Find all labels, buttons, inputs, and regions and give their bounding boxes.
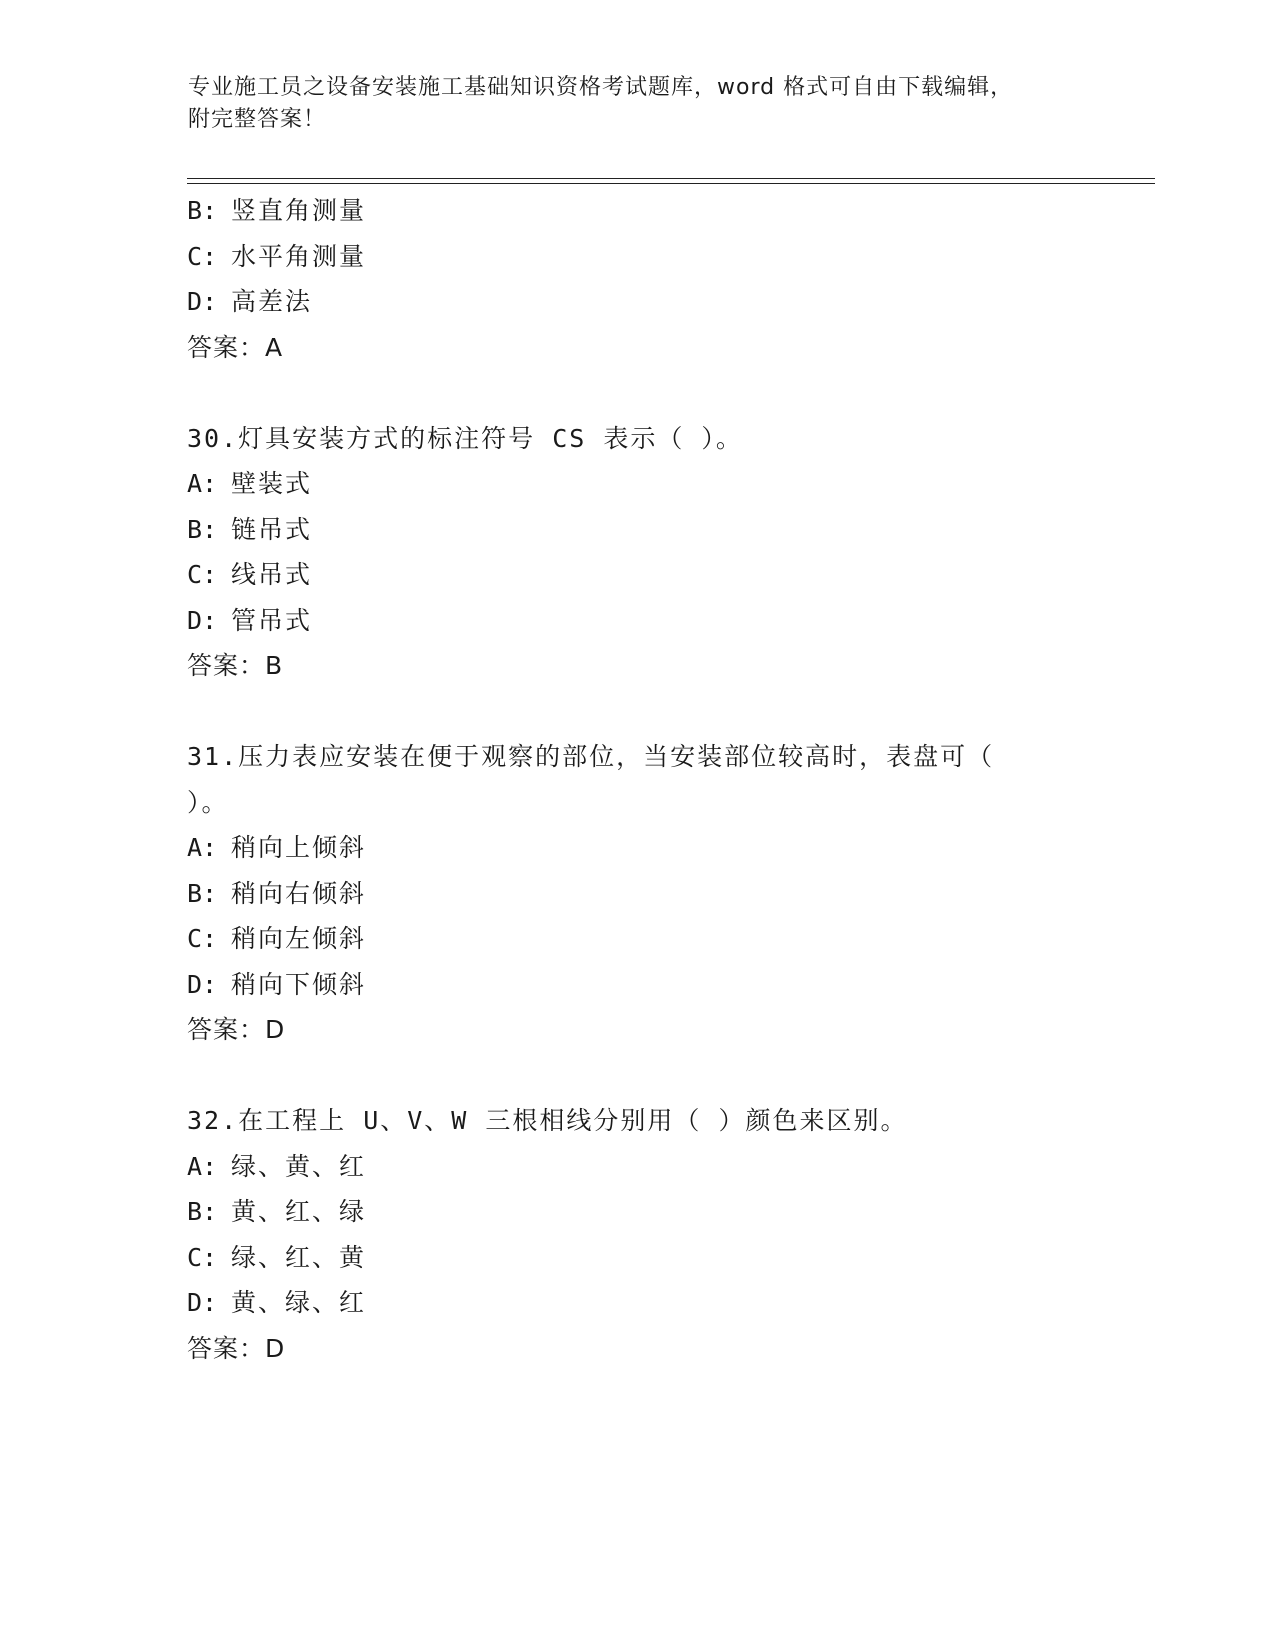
option-label: D:	[187, 1288, 218, 1317]
question-29-continued	[187, 188, 1067, 370]
option-label: D:	[187, 969, 218, 999]
option-b	[187, 188, 1067, 234]
option-label: B:	[187, 196, 218, 225]
option-label: C:	[187, 241, 218, 271]
option-a	[187, 1144, 1067, 1190]
question-text-line-2: ）。	[187, 787, 229, 817]
option-label: C:	[187, 1242, 218, 1272]
option-text: 稍向右倾斜	[231, 878, 367, 908]
option-text: 稍向下倾斜	[231, 969, 367, 999]
answer-line: 答案：B	[187, 651, 284, 680]
option-a	[187, 825, 1067, 871]
document-header	[188, 72, 1088, 136]
option-label: C:	[187, 924, 218, 953]
option-text: 高差法	[231, 287, 313, 316]
header-divider-top	[187, 178, 1155, 179]
question-32	[187, 1098, 1067, 1371]
option-text: 线吊式	[231, 560, 313, 589]
option-text: 绿、红、黄	[231, 1242, 367, 1272]
option-label: A:	[187, 833, 218, 862]
option-d	[187, 1280, 1067, 1326]
answer-line: 答案：A	[187, 332, 284, 362]
option-label: C:	[187, 560, 218, 589]
question-text: 30.灯具安装方式的标注符号 CS 表示（ ）。	[187, 423, 743, 453]
option-b	[187, 1189, 1067, 1235]
option-c	[187, 1235, 1067, 1281]
question-text: 32.在工程上 U、V、W 三根相线分别用（ ）颜色来区别。	[187, 1106, 908, 1135]
option-label: B:	[187, 1197, 218, 1226]
option-text: 黄、绿、红	[231, 1288, 367, 1317]
header-line-2: 附完整答案！	[188, 107, 327, 132]
option-text: 竖直角测量	[231, 196, 367, 225]
option-d	[187, 962, 1067, 1008]
answer-line: 答案：D	[187, 1333, 286, 1363]
option-text: 链吊式	[231, 514, 313, 544]
answer-line: 答案：D	[187, 1015, 286, 1044]
question-30	[187, 416, 1067, 689]
option-label: D:	[187, 287, 218, 316]
option-text: 绿、黄、红	[231, 1151, 367, 1181]
option-label: A:	[187, 469, 218, 498]
option-c	[187, 916, 1067, 962]
header-divider-bottom	[187, 183, 1155, 184]
option-label: B:	[187, 878, 218, 908]
option-text: 稍向左倾斜	[231, 924, 367, 953]
option-text: 壁装式	[231, 469, 313, 498]
option-label: B:	[187, 514, 218, 544]
option-c	[187, 234, 1067, 280]
option-c	[187, 552, 1067, 598]
question-31	[187, 734, 1067, 1053]
option-label: A:	[187, 1151, 218, 1181]
option-d	[187, 598, 1067, 644]
document-body	[187, 188, 1067, 1371]
option-text: 管吊式	[231, 605, 313, 635]
option-d	[187, 279, 1067, 325]
option-text: 黄、红、绿	[231, 1197, 367, 1226]
question-text-line-1: 31.压力表应安装在便于观察的部位，当安装部位较高时，表盘可（	[187, 742, 995, 771]
option-b	[187, 507, 1067, 553]
option-b	[187, 871, 1067, 917]
option-text: 稍向上倾斜	[231, 833, 367, 862]
option-text: 水平角测量	[231, 241, 367, 271]
header-line-1: 专业施工员之设备安装施工基础知识资格考试题库，word 格式可自由下载编辑，	[188, 75, 1014, 100]
option-label: D:	[187, 605, 218, 635]
option-a	[187, 461, 1067, 507]
